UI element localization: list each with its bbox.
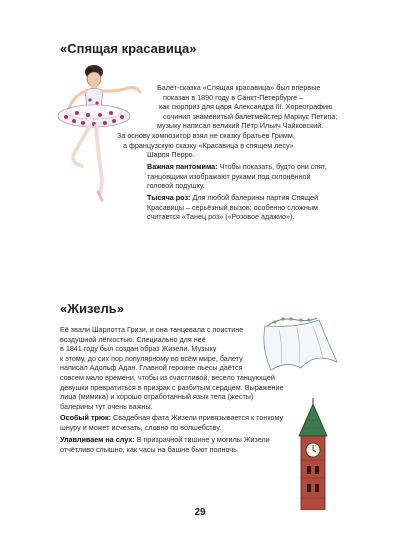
trick-label: Особый трюк: <box>60 413 112 422</box>
ear-text: отчётливо слышно, как часы на башне бьют полночь. <box>60 444 239 454</box>
intro-line: лица (мимика) и хорошо отработанный язык тела (жесты) <box>60 392 254 402</box>
trick-text: Свадебная фата Жизели привязывается к тонкому <box>113 413 284 422</box>
intro-line: девушки превратиться в призрак с разбитым сердцем. Выражение <box>60 382 284 392</box>
roses-paragraph <box>147 193 367 222</box>
intro-line: совсем мало времени, чтобы из счастливой, весело танцующей <box>60 372 275 382</box>
trick-paragraph <box>60 413 292 432</box>
intro-line: в 1841 году был создан образ Жизели. Музыку <box>60 344 217 354</box>
section-title-sleeping-beauty: «Спящая красавица» <box>60 41 197 56</box>
intro-line: Её звали Шарлотта Гризи, и она танцевала с поистине <box>60 325 244 334</box>
intro-line: к этому, до сих пор популярному во всём мире, балету <box>60 353 243 363</box>
pantomime-paragraph <box>147 162 367 191</box>
intro-line: показан в 1890 году в Санкт-Петербурге – <box>163 92 304 102</box>
sleeping-beauty-intro-continued <box>107 131 357 160</box>
intro-line: балерины тут очень важны. <box>60 401 153 411</box>
roses-label: Тысяча роз: <box>147 193 191 202</box>
giselle-intro <box>60 325 325 411</box>
intro-line: воздушной лёгкостью. Специально для неё <box>60 334 206 344</box>
roses-text: Красавицы – серьёзный вызов; особенно сложным <box>147 202 318 212</box>
clock-tower-illustration <box>293 398 333 510</box>
roses-text: считается «Танец роз» («Розовое адажио»). <box>147 212 295 222</box>
pantomime-label: Важная пантомима: <box>147 162 218 171</box>
ear-text: В призрачной тишине у могилы Жизели <box>136 435 270 444</box>
intro-line: За основу композитор взял не сказку братьев Гримм, <box>117 131 295 140</box>
intro-line: Балет-сказка «Спящая красавица» был впервые <box>157 83 321 92</box>
pantomime-text: головой подушку. <box>147 181 205 191</box>
pantomime-text: Чтобы показать, будто они спят, <box>219 162 327 171</box>
intro-line: Шарля Перро. <box>147 150 195 160</box>
sleeping-beauty-intro <box>157 83 357 131</box>
intro-line: музыку написал великий Пётр Ильич Чайковский. <box>157 121 324 131</box>
ear-label: Улавливаем на слух: <box>60 435 135 444</box>
pantomime-text: танцовщики изображают руками под склонённой <box>147 171 311 181</box>
page-number: 29 <box>194 507 206 518</box>
intro-line: а французскую сказку «Красавица в спящем лесу» <box>123 140 294 150</box>
intro-line: написал Адольф Адан. Главной героине пьесы даётся <box>60 363 243 373</box>
trick-text: шнуру и может исчезать, словно по волшебству. <box>60 422 222 432</box>
section-title-giselle: «Жизель» <box>60 301 124 316</box>
ear-paragraph <box>60 435 292 454</box>
roses-text: Для любой балерины партия Спящей <box>192 193 319 202</box>
intro-line: сочинил знаменитый балетмейстер Мариус Петипа; <box>163 111 338 121</box>
intro-line: как сюрприз для царя Александра III. Хореографию <box>159 102 333 112</box>
